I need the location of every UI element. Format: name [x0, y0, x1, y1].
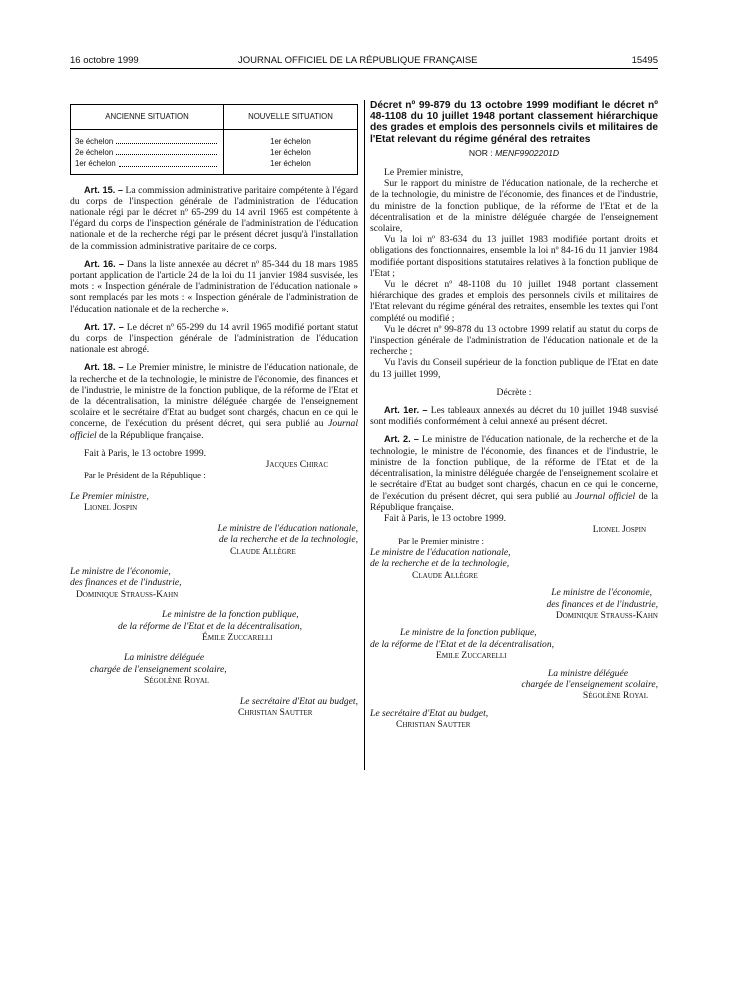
- fait-a-paris: Fait à Paris, le 13 octobre 1999.: [84, 447, 207, 459]
- page-header: [70, 55, 658, 69]
- sig-fp-name: Émile Zuccarelli: [202, 631, 273, 643]
- article-18: Art. 18. – Le Premier ministre, le ministre de l'éducation nationale, de la recherche et de la technologie, le ministre de l'économie, des finances et de l'industrie, le ministre de la fonction publique, de la réforme de l'Etat et de la décentralisation, la ministre déléguée chargée de l'enseignement scolaire et le secrétaire d'Etat au budget sont chargés, chacun en ce qui le concerne, de l'exécution du présent décret, qui sera publié au Journal officiel de la République française.: [70, 362, 358, 441]
- para-vu-loi: Vu la loi nº 83-634 du 13 juillet 1983 modifiée portant droits et obligations des fonctionnaires, ensemble la loi nº 84-16 du 11 janvier 1984 modifiée portant dispositions statutaires relatives à la fonction publique de l'Etat ;: [370, 234, 658, 279]
- sig-edu-name: Claude Allègre: [230, 545, 296, 557]
- par-pm: Par le Premier ministre :: [398, 535, 484, 546]
- right-column: [370, 100, 658, 731]
- sig-budget-title: Le secrétaire d'Etat au budget,: [239, 695, 358, 707]
- table-header-old: ANCIENNE SITUATION: [71, 105, 224, 130]
- sig-r-fp-title2: de la réforme de l'Etat et de la décentralisation,: [370, 638, 555, 650]
- sig-pm-title: Le Premier ministre,: [70, 490, 149, 502]
- sig-sco-name: Ségolène Royal: [144, 675, 210, 687]
- sig-r-sco-title2: chargée de l'enseignement scolaire,: [521, 678, 658, 690]
- signature-president: Jacques Chirac: [265, 459, 328, 471]
- par-president: Par le Président de la République :: [84, 470, 206, 481]
- sig-r-budget-name: Christian Sautter: [396, 719, 471, 731]
- table-header-new: NOUVELLE SITUATION: [224, 105, 358, 130]
- article-17: Art. 17. – Le décret nº 65-299 du 14 avril 1965 modifié portant statut du corps de l'inspection générale de l'administration de l'éducation nationale est abrogé.: [70, 321, 358, 356]
- para-premier-ministre: Le Premier ministre,: [384, 167, 464, 179]
- sig-r-sco-title: La ministre déléguée: [547, 667, 628, 679]
- para-vu-decret-48: Vu le décret nº 48-1108 du 10 juillet 1948 portant classement hiérarchique des grades et emplois des personnels civils et militaires de l'Etat relevant du régime général des retraites, ensemble les textes qui l'ont complété ou modifié ;: [370, 279, 658, 324]
- sig-edu-title2: de la recherche et de la technologie,: [218, 534, 358, 546]
- situation-table: [70, 104, 358, 175]
- sig-r-eco-name: Dominique Strauss-Kahn: [555, 609, 658, 621]
- article-2: Art. 2. – Le ministre de l'éducation nationale, de la recherche et de la technologie, le ministre de l'économie, des finances et de l'industrie, le ministre de la fonction publique, de la réforme de l'Etat et de la décentralisation, la ministre déléguée chargée de l'enseignement scolaire et le secrétaire d'Etat au budget sont chargés, chacun en ce qui le concerne, de l'exécution du présent décret, qui sera publié au Journal officiel de la République française.: [370, 434, 659, 513]
- para-vu-decret-99: Vu le décret nº 99-878 du 13 octobre 1999 relatif au statut du corps de l'inspection générale de l'administration de l'éducation nationale et de la recherche ;: [370, 323, 658, 358]
- sig-r-budget-title: Le secrétaire d'Etat au budget,: [370, 707, 489, 719]
- header-rule: [70, 68, 658, 69]
- article-15: Art. 15. – La commission administrative paritaire compétente à l'égard du corps de l'inspection générale de l'administration de l'éducation nationale régi par le décret nº 65-299 du 14 avril 1965 est compétente à l'égard du corps de l'inspection générale de l'administration de l'éducation nationale et de la recherche régi par le présent décret jusqu'à l'installation de la commission administrative paritaire de ce corps.: [70, 184, 358, 252]
- table-row: 1er échelon: [75, 158, 219, 169]
- decrete: Décrète :: [496, 386, 532, 398]
- sig-edu-title: Le ministre de l'éducation nationale,: [217, 522, 358, 534]
- left-column: [70, 100, 358, 718]
- sig-fp-title2: de la réforme de l'Etat et de la décentralisation,: [118, 620, 303, 632]
- table-row: 1er échelon: [270, 137, 311, 146]
- signatures-left: [70, 459, 358, 718]
- signatures-right: [370, 524, 658, 731]
- sig-r-eco-title: Le ministre de l'économie,: [551, 587, 652, 599]
- table-row: 3e échelon: [75, 136, 219, 147]
- sig-sco-title2: chargée de l'enseignement scolaire,: [90, 663, 227, 675]
- table-new-cell: [224, 130, 358, 175]
- sig-budget-name: Christian Sautter: [238, 706, 313, 718]
- signature-pm: Lionel Jospin: [592, 524, 646, 536]
- para-rapport: Sur le rapport du ministre de l'éducation nationale, de la recherche et de la technologie, du ministre de l'économie, des finances et de l'industrie, du ministre de la fonction publique, de la réforme de l'Etat et de la décentralisation et de la ministre déléguée chargée de l'enseignement scolaire,: [370, 178, 658, 235]
- sig-r-fp-title: Le ministre de la fonction publique,: [400, 627, 537, 639]
- sig-r-sco-name: Ségolène Royal: [582, 690, 648, 702]
- para-vu-avis: Vu l'avis du Conseil supérieur de la fonction publique de l'Etat en date du 13 juillet 1999,: [370, 357, 658, 380]
- sig-eco-title: Le ministre de l'économie,: [70, 565, 171, 577]
- table-row: 1er échelon: [270, 148, 311, 158]
- sig-eco-title2: des finances et de l'industrie,: [70, 577, 182, 589]
- sig-r-eco-title2: des finances et de l'industrie,: [546, 598, 658, 610]
- nor-reference: NOR : MENF9902201D: [468, 147, 560, 158]
- header-page-number: 15495: [631, 55, 658, 66]
- sig-pm-name: Lionel Jospin: [84, 502, 138, 514]
- sig-sco-title: La ministre déléguée: [124, 652, 205, 664]
- sig-r-fp-name: Emile Zuccarelli: [436, 650, 507, 662]
- table-old-cell: [71, 130, 224, 175]
- article-1: Art. 1er. – Les tableaux annexés au décret du 10 juillet 1948 susvisé sont modifiés conformément à celui annexé au présent décret.: [370, 405, 658, 428]
- sig-r-edu-title2: de la recherche et de la technologie,: [370, 558, 510, 570]
- header-journal-title: JOURNAL OFFICIEL DE LA RÉPUBLIQUE FRANÇAISE: [238, 55, 478, 66]
- sig-eco-name: Dominique Strauss-Kahn: [76, 588, 179, 600]
- decree-title: Décret nº 99-879 du 13 octobre 1999 modifiant le décret nº 48-1108 du 10 juillet 1948 portant classement hiérarchique des grades et emplois des personnels civils et militaires de l'Etat relevant du régime général des retraites: [370, 100, 658, 145]
- sig-fp-title: Le ministre de la fonction publique,: [162, 609, 299, 621]
- sig-r-edu-title: Le ministre de l'éducation nationale,: [370, 546, 511, 558]
- fait-a-paris-right: Fait à Paris, le 13 octobre 1999.: [384, 512, 507, 524]
- article-16: Art. 16. – Dans la liste annexée au décret nº 85-344 du 18 mars 1985 portant application de l'article 24 de la loi du 11 janvier 1984 susvisée, les mots : « Inspection générale de l'administration de l'éducation nationale » sont remplacés par les mots : « Inspection générale de l'administration de l'éducation nationale et de la recherche ».: [70, 258, 358, 315]
- sig-r-edu-name: Claude Allègre: [412, 569, 478, 581]
- table-row: 1er échelon: [270, 159, 311, 169]
- column-separator: [364, 100, 365, 770]
- table-row: 2e échelon: [75, 147, 219, 158]
- header-date: 16 octobre 1999: [70, 55, 139, 66]
